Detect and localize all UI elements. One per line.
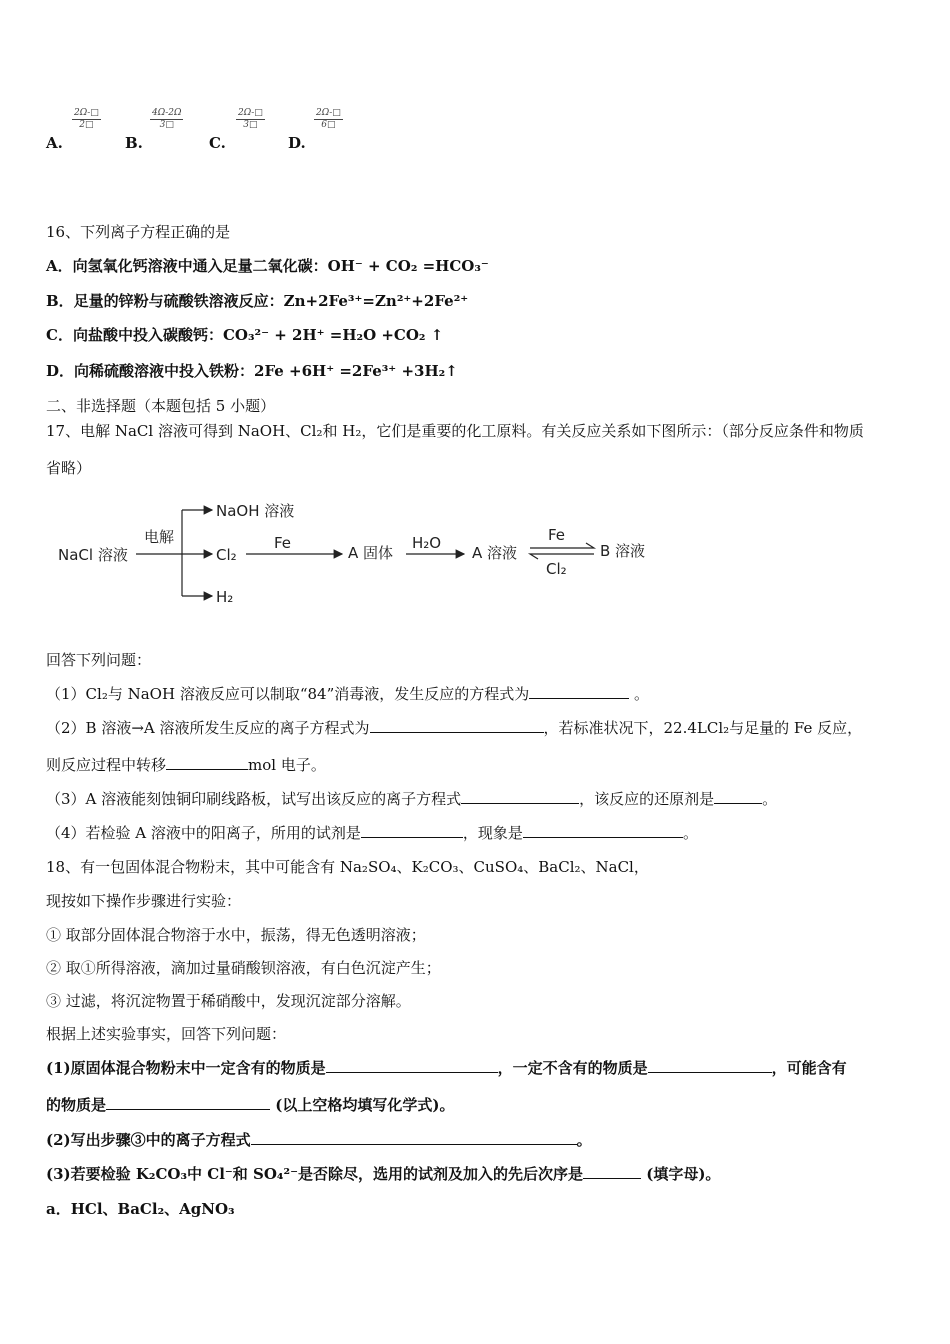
fe-reagent-label-2: Fe bbox=[548, 526, 566, 544]
option-b-fraction bbox=[150, 108, 183, 131]
answer-blank[interactable] bbox=[251, 1130, 577, 1145]
q16-option-b: B．足量的锌粉与硫酸铁溶液反应：Zn+2Fe³⁺=Zn²⁺+2Fe²⁺ bbox=[46, 292, 469, 310]
electrolysis-label: 电解 bbox=[144, 528, 175, 546]
option-a-fraction bbox=[72, 108, 101, 131]
option-b-numerator: 4Ω-2Ω bbox=[152, 108, 182, 118]
q17-part4-end: 。 bbox=[682, 824, 698, 842]
q18-part3-text: (3)若要检验 K₂CO₃中 Cl⁻和 SO₄²⁻是否除尽，选用的试剂及加入的先后次序是 bbox=[46, 1165, 583, 1183]
answer-blank[interactable] bbox=[648, 1058, 772, 1073]
q18-part3 bbox=[46, 1164, 720, 1184]
q18-part2 bbox=[46, 1130, 592, 1150]
q18-part1-line2 bbox=[46, 1095, 454, 1115]
nacl-label: NaCl 溶液 bbox=[58, 546, 128, 564]
q16-option-c: C．向盐酸中投入碳酸钙：CO₃²⁻ + 2H⁺ =H₂O +CO₂ ↑ bbox=[46, 326, 444, 344]
answer-blank[interactable] bbox=[326, 1058, 498, 1073]
b-solution-label: B 溶液 bbox=[600, 542, 646, 560]
option-d-fraction bbox=[314, 108, 343, 131]
q16-option-a: A．向氢氧化钙溶液中通入足量二氧化碳：OH⁻ + CO₂ =HCO₃⁻ bbox=[46, 257, 489, 275]
q17-part2 bbox=[46, 718, 862, 738]
q17-part2-line2 bbox=[46, 755, 326, 775]
q18-part1 bbox=[46, 1058, 847, 1078]
answer-blank[interactable] bbox=[361, 823, 463, 838]
q18-part1-text-2: ，一定不含有的物质是 bbox=[497, 1059, 648, 1077]
q18-stem: 18、有一包固体混合物粉末，其中可能含有 Na₂SO₄、K₂CO₃、CuSO₄、BaCl₂、NaCl， bbox=[46, 858, 649, 876]
option-d-label: D. bbox=[288, 134, 306, 152]
answer-blank[interactable] bbox=[370, 718, 544, 733]
q17-part3-text: （3）A 溶液能刻蚀铜印刷线路板，试写出该反应的离子方程式 bbox=[46, 790, 462, 808]
q16-option-d: D．向稀硫酸溶液中投入铁粉：2Fe +6H⁺ =2Fe³⁺ +3H₂↑ bbox=[46, 362, 458, 380]
q17-part4-text: （4）若检验 A 溶液中的阳离子，所用的试剂是 bbox=[46, 824, 361, 842]
answer-blank[interactable] bbox=[106, 1095, 270, 1110]
q17-part2-text-3: 则反应过程中转移 bbox=[46, 756, 167, 774]
cl2-label: Cl₂ bbox=[216, 546, 237, 564]
fe-reagent-label: Fe bbox=[274, 534, 292, 552]
answer-blank[interactable] bbox=[166, 755, 248, 770]
a-solution-label: A 溶液 bbox=[472, 544, 518, 562]
q17-part4-text-2: ，现象是 bbox=[462, 824, 523, 842]
q18-part3-end: (填字母)。 bbox=[646, 1165, 721, 1183]
option-c-label: C. bbox=[209, 134, 226, 152]
option-b-label: B. bbox=[125, 134, 143, 152]
q18-step1: ① 取部分固体混合物溶于水中，振荡，得无色透明溶液； bbox=[46, 926, 426, 944]
answer-blank[interactable] bbox=[461, 789, 579, 804]
answer-blank[interactable] bbox=[523, 823, 683, 838]
answer-intro: 回答下列问题： bbox=[46, 651, 152, 669]
q17-part1-end: 。 bbox=[634, 685, 650, 703]
option-d-denominator: 6□ bbox=[321, 120, 336, 130]
cl2-reagent-label: Cl₂ bbox=[546, 560, 567, 578]
q17-part3 bbox=[46, 789, 777, 809]
q18-part2-text: (2)写出步骤③中的离子方程式 bbox=[46, 1131, 251, 1149]
q18-part1-text: (1)原固体混合物粉末中一定含有的物质是 bbox=[46, 1059, 326, 1077]
q18-part2-end: 。 bbox=[576, 1131, 592, 1149]
option-a-numerator: 2Ω-□ bbox=[74, 108, 99, 118]
q17-part4 bbox=[46, 823, 698, 843]
option-c-fraction bbox=[236, 108, 265, 131]
answer-blank[interactable] bbox=[714, 789, 762, 804]
q18-ask: 根据上述实验事实，回答下列问题： bbox=[46, 1025, 287, 1043]
q18-part1-text-4: 的物质是 bbox=[46, 1096, 107, 1114]
reverse-half-arrow bbox=[530, 554, 594, 559]
option-c-numerator: 2Ω-□ bbox=[238, 108, 263, 118]
q18-part1-text-3: ，可能含有 bbox=[771, 1059, 847, 1077]
option-b-denominator: 3□ bbox=[159, 120, 174, 130]
answer-blank[interactable] bbox=[583, 1164, 641, 1179]
a-solid-label: A 固体 bbox=[348, 544, 394, 562]
reaction-flow-diagram bbox=[46, 490, 666, 610]
answer-blank[interactable] bbox=[529, 684, 629, 699]
q18-option-a: a．HCl、BaCl₂、AgNO₃ bbox=[46, 1200, 235, 1218]
q17-part2-text: （2）B 溶液→A 溶液所发生反应的离子方程式为 bbox=[46, 719, 370, 737]
section-heading: 二、非选择题（本题包括 5 小题） bbox=[46, 397, 276, 415]
q18-part1-note: (以上空格均填写化学式)。 bbox=[275, 1096, 455, 1114]
q17-part2-text-4: mol 电子。 bbox=[248, 756, 326, 774]
q17-part1-text: （1）Cl₂与 NaOH 溶液反应可以制取“84”消毒液，发生反应的方程式为 bbox=[46, 685, 530, 703]
q17-part3-end: 。 bbox=[762, 790, 778, 808]
h2-label: H₂ bbox=[216, 588, 234, 606]
q18-step3: ③ 过滤，将沉淀物置于稀硝酸中，发现沉淀部分溶解。 bbox=[46, 992, 411, 1010]
q17-part2-text-cont: ，若标准状况下，22.4LCl₂与足量的 Fe 反应， bbox=[543, 719, 863, 737]
option-d-numerator: 2Ω-□ bbox=[316, 108, 341, 118]
naoh-label: NaOH 溶液 bbox=[216, 502, 295, 520]
h2o-reagent-label: H₂O bbox=[412, 534, 442, 552]
q17-stem-line2: 省略） bbox=[46, 459, 92, 477]
q18-steps-intro: 现按如下操作步骤进行实验： bbox=[46, 892, 242, 910]
q17-part3-text-2: ，该反应的还原剂是 bbox=[579, 790, 715, 808]
option-a-label: A. bbox=[46, 134, 63, 152]
q18-step2: ② 取①所得溶液，滴加过量硝酸钡溶液，有白色沉淀产生； bbox=[46, 959, 441, 977]
q16-stem: 16、下列离子方程正确的是 bbox=[46, 223, 231, 241]
q17-stem-line1: 17、电解 NaCl 溶液可得到 NaOH、Cl₂和 H₂，它们是重要的化工原料。有关反应关系如下图所示：（部分反应条件和物质 bbox=[46, 422, 864, 440]
option-a-denominator: 2□ bbox=[79, 120, 94, 130]
option-c-denominator: 3□ bbox=[243, 120, 258, 130]
q17-part1 bbox=[46, 684, 649, 704]
